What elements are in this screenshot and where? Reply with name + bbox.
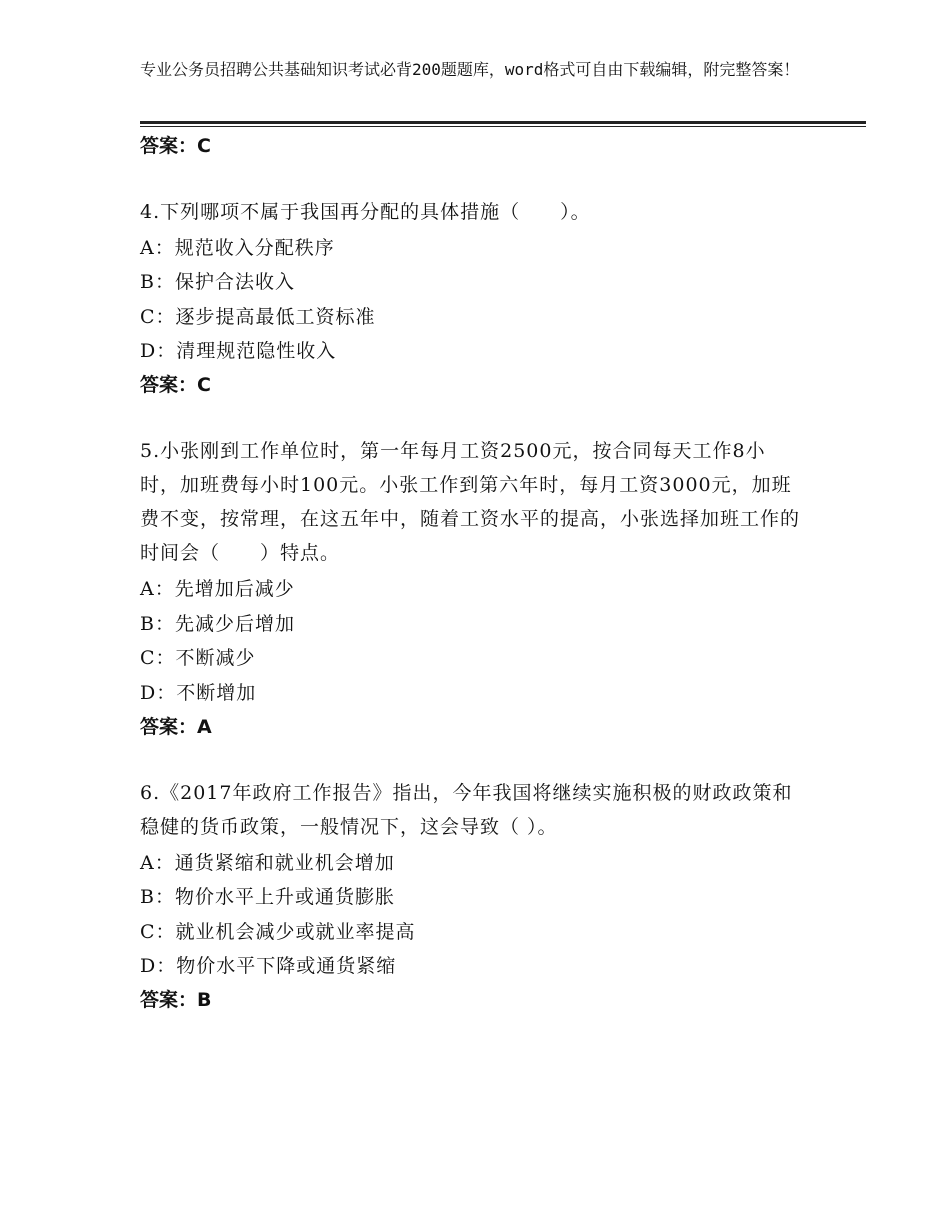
option-a: A：先增加后减少 <box>140 578 295 600</box>
answer-label: 答案：C <box>140 374 211 396</box>
answer-label: 答案：A <box>140 716 212 738</box>
option-a: A：通货紧缩和就业机会增加 <box>140 852 395 874</box>
option-c: C：就业机会减少或就业率提高 <box>140 921 416 943</box>
header-rule-thin <box>140 126 866 127</box>
question-stem: 4.下列哪项不属于我国再分配的具体措施（ ）。 <box>140 201 591 223</box>
option-d: D：清理规范隐性收入 <box>140 340 337 362</box>
page-header-text: 专业公务员招聘公共基础知识考试必背200题题库，word格式可自由下载编辑，附完整答案！ <box>140 60 800 79</box>
header-rule-thick <box>140 121 866 124</box>
option-b: B：先减少后增加 <box>140 613 295 635</box>
option-c: C：逐步提高最低工资标准 <box>140 306 376 328</box>
option-d: D：物价水平下降或通货紧缩 <box>140 955 397 977</box>
option-b: B：保护合法收入 <box>140 271 295 293</box>
option-d: D：不断增加 <box>140 682 257 704</box>
option-c: C：不断减少 <box>140 647 256 669</box>
option-b: B：物价水平上升或通货膨胀 <box>140 886 395 908</box>
option-a: A：规范收入分配秩序 <box>140 237 335 259</box>
question-stem: 6.《2017年政府工作报告》指出，今年我国将继续实施积极的财政政策和稳健的货币政策，一般情况下，这会导致（ ）。 <box>140 782 793 838</box>
question-stem: 5.小张刚到工作单位时，第一年每月工资2500元，按合同每天工作8小时，加班费每小时100元。小张工作到第六年时，每月工资3000元，加班费不变，按常理，在这五年中，随着工资水平的提高，小张选择加班工作的时间会（ ）特点。 <box>140 440 801 564</box>
answer-label: 答案：C <box>140 135 211 157</box>
answer-label: 答案：B <box>140 989 212 1011</box>
